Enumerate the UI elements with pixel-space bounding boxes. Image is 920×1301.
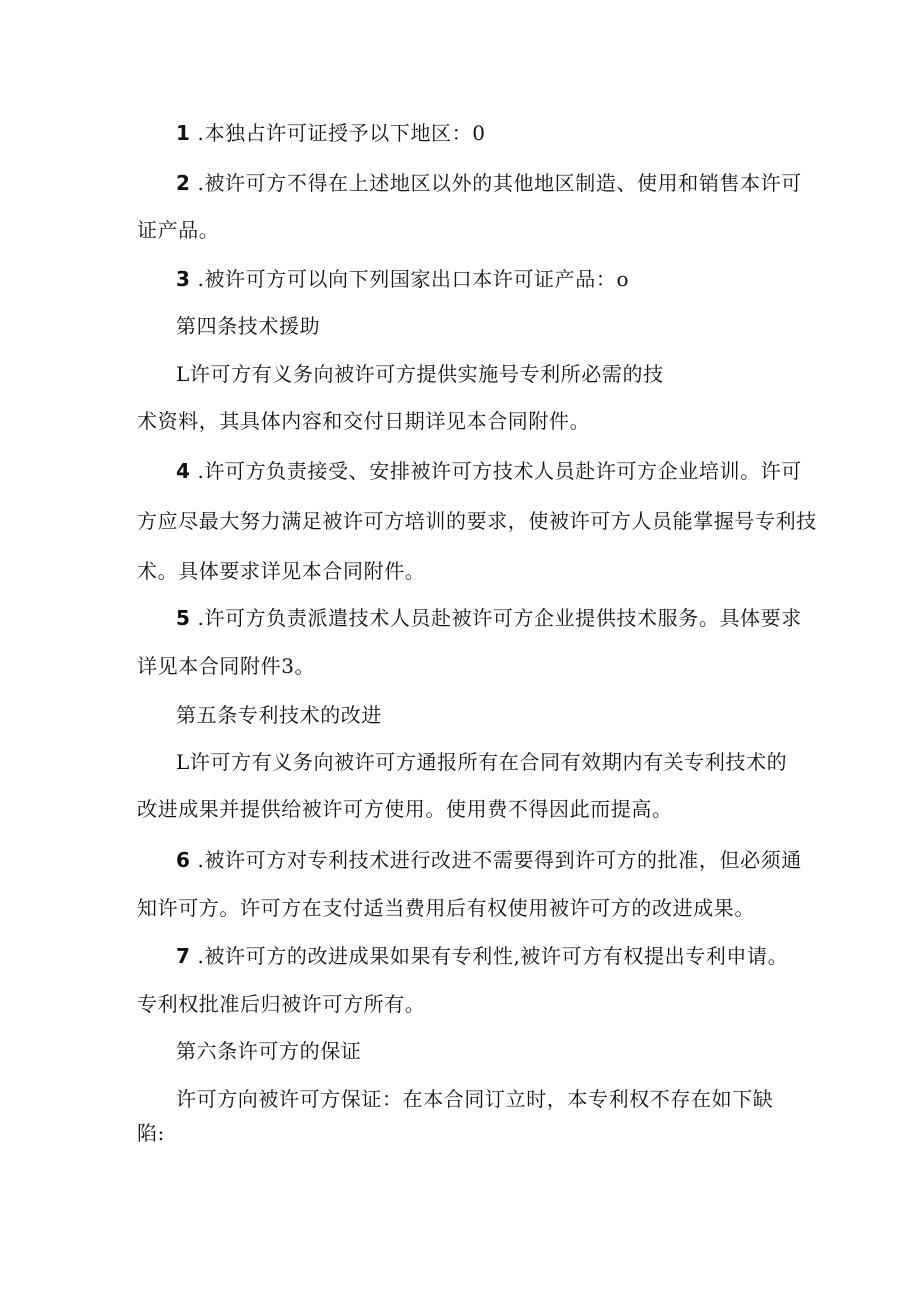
line-text: 详见本合同附件3。 xyxy=(137,654,316,678)
item-number: 3 xyxy=(176,267,191,291)
line-text: 第四条技术援助 xyxy=(176,314,321,338)
text-line xyxy=(137,896,755,920)
text-line xyxy=(137,992,425,1016)
section-heading xyxy=(176,703,382,727)
item-number: 1 xyxy=(176,121,191,145)
text-line xyxy=(137,409,590,433)
line-text: .被许可方不得在上述地区以外的其他地区制造、使用和销售本许可 xyxy=(190,171,802,195)
line-text: .被许可方对专利技术进行改进不需要得到许可方的批准，但必须通 xyxy=(190,848,802,872)
text-line xyxy=(137,654,315,678)
section-heading xyxy=(176,314,320,338)
text-line xyxy=(176,267,629,291)
line-text: .许可方负责接受、安排被许可方技术人员赴许可方企业培训。许可 xyxy=(190,459,802,483)
line-text: 术资料，其具体内容和交付日期详见本合同附件。 xyxy=(137,409,591,433)
text-line xyxy=(137,1121,165,1145)
line-text: L许可方有义务向被许可方通报所有在合同有效期内有关专利技术的 xyxy=(176,750,788,774)
line-text: 证产品。 xyxy=(137,218,220,242)
line-text: L许可方有义务向被许可方提供实施号专利所必需的技 xyxy=(176,362,664,386)
line-text: .本独占许可证授予以下地区：0 xyxy=(190,121,486,145)
item-number: 4 xyxy=(176,459,191,483)
text-line xyxy=(176,1087,773,1111)
line-text: .被许可方可以向下列国家出口本许可证产品：o xyxy=(190,267,630,291)
text-line xyxy=(137,797,673,821)
text-line xyxy=(176,606,802,630)
line-text: 术。具体要求详见本合同附件。 xyxy=(137,559,426,583)
item-number: 6 xyxy=(176,848,191,872)
text-line xyxy=(176,459,802,483)
line-text: 陷: xyxy=(137,1121,165,1145)
text-line xyxy=(137,559,425,583)
text-line xyxy=(137,218,219,242)
text-line xyxy=(176,944,788,968)
text-line xyxy=(176,848,802,872)
line-text: 第五条专利技术的改进 xyxy=(176,703,382,727)
text-line xyxy=(176,121,486,145)
text-line xyxy=(176,171,802,195)
text-line xyxy=(137,509,817,533)
line-text: 改进成果并提供给被许可方使用。使用费不得因此而提高。 xyxy=(137,797,673,821)
item-number: 2 xyxy=(176,171,191,195)
line-text: 知许可方。许可方在支付适当费用后有权使用被许可方的改进成果。 xyxy=(137,896,755,920)
item-number: 7 xyxy=(176,944,191,968)
line-text: 专利权批准后归被许可方所有。 xyxy=(137,992,426,1016)
line-text: 许可方向被许可方保证：在本合同订立时，本专利权不存在如下缺 xyxy=(176,1087,774,1111)
text-line xyxy=(176,362,664,386)
line-text: .许可方负责派遣技术人员赴被许可方企业提供技术服务。具体要求 xyxy=(190,606,802,630)
line-text: 第六条许可方的保证 xyxy=(176,1039,362,1063)
line-text: .被许可方的改进成果如果有专利性,被许可方有权提出专利申请。 xyxy=(190,944,789,968)
text-line xyxy=(176,750,787,774)
item-number: 5 xyxy=(176,606,191,630)
section-heading xyxy=(176,1039,361,1063)
line-text: 方应尽最大努力满足被许可方培训的要求，使被许可方人员能掌握号专利技 xyxy=(137,509,817,533)
